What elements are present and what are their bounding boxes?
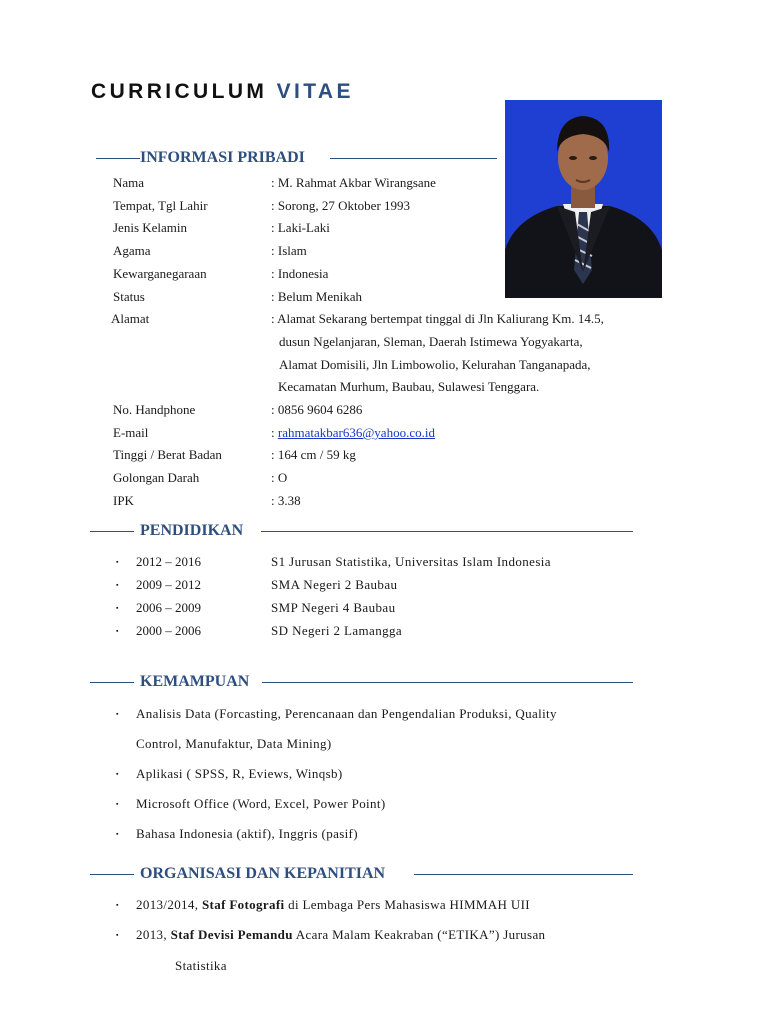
list-bullet: ▪ <box>116 604 119 612</box>
list-bullet: ▪ <box>116 770 119 778</box>
list-bullet: ▪ <box>116 830 119 838</box>
list-bullet: ▪ <box>116 581 119 589</box>
list-bullet: ▪ <box>116 558 119 566</box>
list-bullet: ▪ <box>116 710 119 718</box>
profile-photo <box>505 100 662 298</box>
list-bullet: ▪ <box>116 800 119 808</box>
cv-title <box>91 80 354 104</box>
education-years: 2000 – 2006 <box>136 623 201 638</box>
section-education-label: PENDIDIKAN <box>140 522 244 539</box>
skill-item: Microsoft Office (Word, Excel, Power Point) <box>136 796 386 811</box>
section-skills <box>90 671 635 693</box>
section-organization-label: ORGANISASI DAN KEPANITIAN <box>140 865 386 882</box>
address-line: dusun Ngelanjaran, Sleman, Daerah Istimewa Yogyakarta, <box>279 334 583 349</box>
address-line: Alamat Domisili, Jln Limbowolio, Kelurahan Tanganapada, <box>279 357 591 372</box>
education-years: 2012 – 2016 <box>136 554 201 569</box>
education-school: SMA Negeri 2 Baubau <box>271 577 398 592</box>
section-organization <box>90 863 635 885</box>
organization-item: 2013, Staf Devisi Pemandu Acara Malam Keakraban (“ETIKA”) Jurusan <box>136 927 546 942</box>
list-bullet: ▪ <box>116 627 119 635</box>
skill-item: Aplikasi ( SPSS, R, Eviews, Winqsb) <box>136 766 343 781</box>
education-school: SMP Negeri 4 Baubau <box>271 600 396 615</box>
section-education <box>90 520 635 542</box>
address-line: Kecamatan Murhum, Baubau, Sulawesi Tenggara. <box>278 379 540 394</box>
skill-item-cont: Control, Manufaktur, Data Mining) <box>136 736 332 751</box>
email-link[interactable]: rahmatakbar636@yahoo.co.id <box>277 425 435 440</box>
section-personal <box>90 147 635 169</box>
cv-page: CURRICULUM VITAE INFORMASI PRIBADI Nama : M. Rahmat Akbar Wirangsane Tempat, Tgl Lahir : Sorong, 27 Oktober 1993 Jenis Kelamin : Laki-Laki Agama : Islam Kewarganegaraan : Indonesia Status : Belum Menikah Alamat : Alamat Sekarang bertempat tinggal di Jln Kaliurang Km. 14.5, dusun Ngelanjaran, Sleman, Daerah Istimewa Yogyakarta, Alamat Domisili, Jln Limbowolio, Kelurahan Tanganapada, Kecamatan Murhum, Baubau, Sulawesi Tenggara. No. Handphone : 0856 9604 6286 E-mail : rahmatakbar636@yahoo.co.id Tinggi / Berat Badan : 164 cm / 59 kg Golongan Darah : O IPK : 3.38 PENDIDIKAN ▪ 2012 – 2016 S1 Jurusan Statistika, Universitas Islam Indonesia ▪ 2009 – 2012 SMA Negeri 2 Baubau ▪ 2006 – 2009 SMP Negeri 4 Baubau ▪ 2000 – 2006 SD Negeri 2 Lamangga KEMAMPUAN ▪ Analisis Data (Forcasting, Perencanaan dan Pengendalian Produksi, Quality Control, Manufaktur, Data Mining) ▪ Aplikasi ( SPSS, R, Eviews, Winqsb) ▪ Microsoft Office (Word, Excel, Power Point) ▪ Bahasa Indonesia (aktif), Inggris (pasif) ORGANISASI DAN KEPANITIAN ▪ 2013/2014, Staf Fotografi di Lembaga Pers Mahasiswa HIMMAH UII ▪ 2013, Staf Devisi Pemandu Acara Malam Keakraban (“ETIKA”) Jurusan Statistika <box>0 0 768 1024</box>
education-years: 2009 – 2012 <box>136 577 201 592</box>
organization-item: 2013/2014, Staf Fotografi di Lembaga Pers Mahasiswa HIMMAH UII <box>136 897 530 912</box>
skill-item: Bahasa Indonesia (aktif), Inggris (pasif) <box>136 826 358 841</box>
section-personal-label: INFORMASI PRIBADI <box>140 149 305 166</box>
list-bullet: ▪ <box>116 931 119 939</box>
education-school: SD Negeri 2 Lamangga <box>271 623 403 638</box>
list-bullet: ▪ <box>116 901 119 909</box>
organization-item-cont: Statistika <box>175 958 227 973</box>
title-part1: CURRICULUM <box>91 80 268 103</box>
title-part2: VITAE <box>276 80 354 103</box>
education-school: S1 Jurusan Statistika, Universitas Islam Indonesia <box>271 554 551 569</box>
education-years: 2006 – 2009 <box>136 600 201 615</box>
section-skills-label: KEMAMPUAN <box>140 673 250 690</box>
skill-item: Analisis Data (Forcasting, Perencanaan dan Pengendalian Produksi, Quality <box>136 706 557 721</box>
